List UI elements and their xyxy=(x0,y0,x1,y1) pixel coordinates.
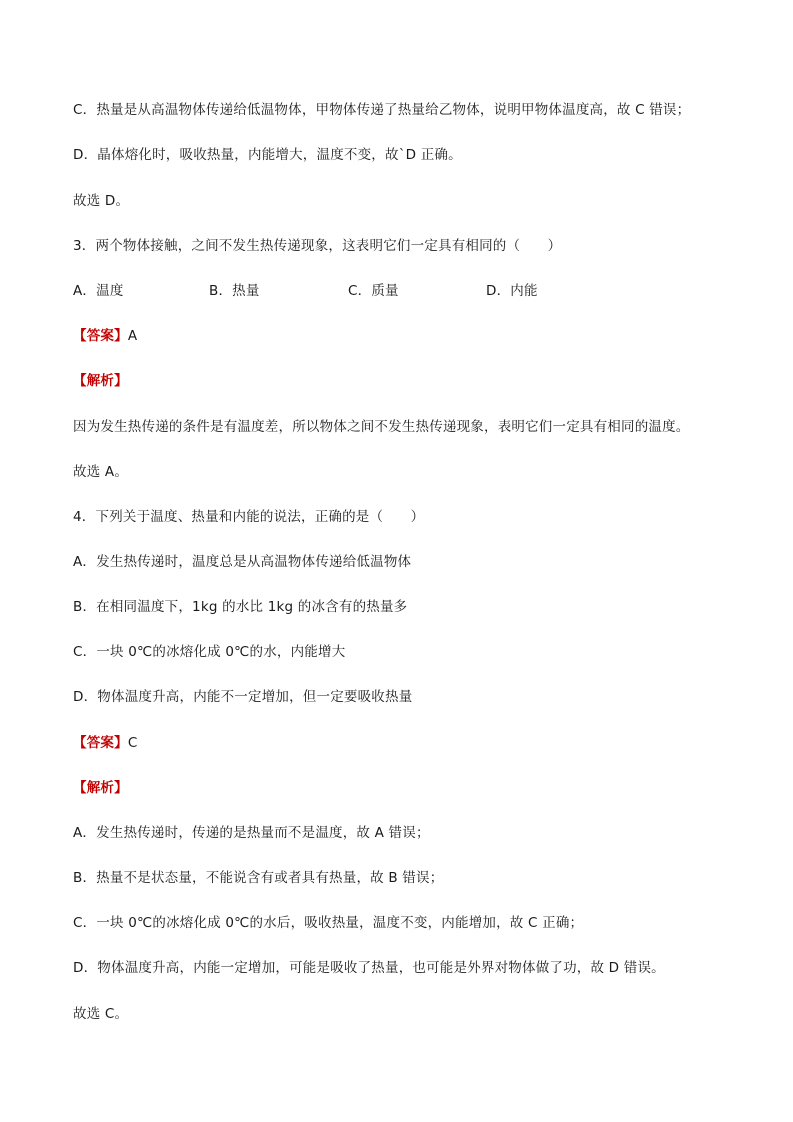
answer-label: 【答案】 xyxy=(73,328,128,344)
analysis-option-d-text: D．晶体熔化时，吸收热量，内能增大，温度不变，故`D 正确。 xyxy=(73,147,462,163)
analysis-heading xyxy=(73,371,128,391)
question-3-option-b: B．热量 xyxy=(209,283,260,299)
analysis-option-d-text: D．物体温度升高，内能一定增加，可能是吸收了热量，也可能是外界对物体做了功，故 D 错误。 xyxy=(73,960,665,976)
analysis-option-c-text: C．热量是从高温物体传递给低温物体，甲物体传递了热量给乙物体，说明甲物体温度高，故 C 错误； xyxy=(73,102,691,118)
answer-value: A xyxy=(127,328,138,344)
analysis-option-c-text: C．一块 0℃的冰熔化成 0℃的水后，吸收热量，温度不变，内能增加，故 C 正确； xyxy=(73,915,584,931)
question-3-option-d: D．内能 xyxy=(486,283,538,299)
analysis-option-a-text: A．发生热传递时，传递的是热量而不是温度，故 A 错误； xyxy=(73,825,430,841)
conclusion-text: 故选 C。 xyxy=(73,1006,129,1022)
question-3-option-a: A．温度 xyxy=(73,283,124,299)
analysis-label: 【解析】 xyxy=(73,780,128,796)
analysis-heading xyxy=(73,778,128,798)
analysis-label: 【解析】 xyxy=(73,373,128,389)
question-4-option-c: C．一块 0℃的冰熔化成 0℃的水，内能增大 xyxy=(73,644,346,660)
question-4-option-d: D．物体温度升高，内能不一定增加，但一定要吸收热量 xyxy=(73,689,413,705)
answer-value: C xyxy=(127,735,138,751)
answer-label: 【答案】 xyxy=(73,735,128,751)
question-3-stem: 3．两个物体接触，之间不发生热传递现象，这表明它们一定具有相同的（ ） xyxy=(73,238,562,254)
question-3-options xyxy=(73,281,633,301)
analysis-option-b-text: B．热量不是状态量，不能说含有或者具有热量，故 B 错误； xyxy=(73,870,444,886)
conclusion-text: 故选 A。 xyxy=(73,464,129,480)
question-4-option-a: A．发生热传递时，温度总是从高温物体传递给低温物体 xyxy=(73,554,412,570)
answer-row xyxy=(73,733,137,753)
analysis-text: 因为发生热传递的条件是有温度差，所以物体之间不发生热传递现象，表明它们一定具有相同的温度。 xyxy=(73,419,690,435)
answer-row xyxy=(73,326,137,346)
question-4-option-b: B．在相同温度下，1kg 的水比 1kg 的冰含有的热量多 xyxy=(73,599,408,615)
question-4-stem: 4．下列关于温度、热量和内能的说法，正确的是（ ） xyxy=(73,509,425,525)
question-3-option-c: C．质量 xyxy=(348,283,399,299)
conclusion-text: 故选 D。 xyxy=(73,193,130,209)
